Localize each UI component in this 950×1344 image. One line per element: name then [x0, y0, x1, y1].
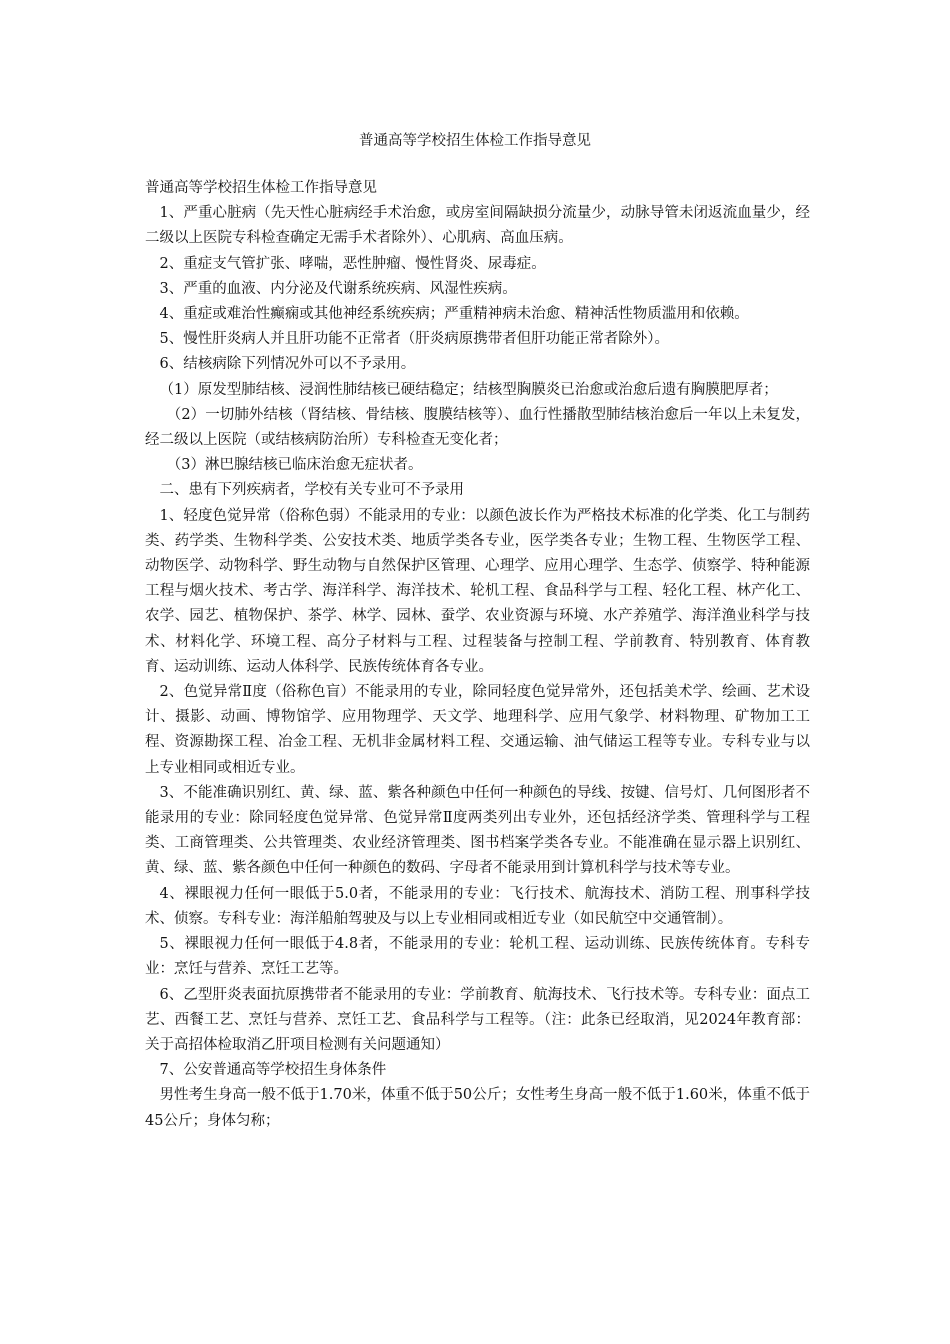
paragraph: 6、结核病除下列情况外可以不予录用。 [159, 356, 416, 373]
paragraph: （3）淋巴腺结核已临床治愈无症状者。 [166, 457, 423, 474]
paragraph: 6、乙型肝炎表面抗原携带者不能录用的专业：学前教育、航海技术、飞行技术等。专科专业：面点工艺、西餐工艺、烹饪与营养、烹饪工艺、食品科学与工程等。（注：此条已经取消，见2024年教育部：关于高招体检取消乙肝项目检测有关问题通知） [145, 986, 810, 1053]
paragraph: （2）一切肺外结核（肾结核、骨结核、腹膜结核等）、血行性播散型肺结核治愈后一年以上未复发，经二级以上医院（或结核病防治所）专科检查无变化者； [145, 406, 810, 449]
paragraph: 1、轻度色觉异常（俗称色弱）不能录用的专业：以颜色波长作为严格技术标准的化学类、化工与制药类、药学类、生物科学类、公安技术类、地质学类各专业，医学类各专业；生物工程、生物医学工程、动物医学、动物科学、野生动物与自然保护区管理、心理学、应用心理学、生态学、侦察学、特种能源工程与烟火技术、考古学、海洋科学、海洋技术、轮机工程、食品科学与工程、轻化工程、林产化工、农学、园艺、植物保护、茶学、林学、园林、蚕学、农业资源与环境、水产养殖学、海洋渔业科学与技术、材料化学、环境工程、高分子材料与工程、过程装备与控制工程、学前教育、特别教育、体育教育、运动训练、运动人体科学、民族传统体育各专业。 [145, 507, 810, 675]
paragraph: 2、色觉异常Ⅱ度（俗称色盲）不能录用的专业，除同轻度色觉异常外，还包括美术学、绘画、艺术设计、摄影、动画、博物馆学、应用物理学、天文学、地理科学、应用气象学、材料物理、矿物加工工程、资源勘探工程、冶金工程、无机非金属材料工程、交通运输、油气储运工程等专业。专科专业与以上专业相同或相近专业。 [145, 684, 810, 776]
paragraph: 4、裸眼视力任何一眼低于5.0者，不能录用的专业：飞行技术、航海技术、消防工程、刑事科学技术、侦察。专科专业：海洋船舶驾驶及与以上专业相同或相近专业（如民航空中交通管制）。 [145, 885, 810, 927]
paragraph: 2、重症支气管扩张、哮喘，恶性肿瘤、慢性肾炎、尿毒症。 [159, 255, 546, 272]
paragraph: 5、裸眼视力任何一眼低于4.8者，不能录用的专业：轮机工程、运动训练、民族传统体育。专科专业：烹饪与营养、烹饪工艺等。 [145, 936, 810, 978]
paragraph: （1）原发型肺结核、浸润性肺结核已硬结稳定；结核型胸膜炎已治愈或治愈后遗有胸膜肥厚者； [159, 381, 778, 398]
section-heading: 二、患有下列疾病者，学校有关专业可不予录用 [159, 482, 464, 499]
paragraph: 7、公安普通高等学校招生身体条件 [159, 1062, 387, 1079]
paragraph: 3、严重的血液、内分泌及代谢系统疾病、风湿性疾病。 [159, 280, 517, 297]
body-heading: 普通高等学校招生体检工作指导意见 [145, 180, 377, 196]
document-body [145, 176, 810, 1134]
paragraph: 3、不能准确识别红、黄、绿、蓝、紫各种颜色中任何一种颜色的导线、按键、信号灯、几何图形者不能录用的专业：除同轻度色觉异常、色觉异常Ⅱ度两类列出专业外，还包括经济学类、管理科学与工程类、工商管理类、公共管理类、农业经济管理类、图书档案学类各专业。不能准确在显示器上识别红、黄、绿、蓝、紫各颜色中任何一种颜色的数码、字母者不能录用到计算机科学与技术等专业。 [145, 784, 810, 877]
paragraph: 男性考生身高一般不低于1.70米，体重不低于50公斤；女性考生身高一般不低于1.60米，体重不低于45公斤；身体匀称； [145, 1087, 810, 1129]
page-title: 普通高等学校招生体检工作指导意见 [359, 133, 591, 149]
paragraph: 4、重症或难治性癫痫或其他神经系统疾病；严重精神病未治愈、精神活性物质滥用和依赖。 [159, 306, 749, 323]
paragraph: 1、严重心脏病（先天性心脏病经手术治愈，或房室间隔缺损分流量少，动脉导管未闭返流血量少，经二级以上医院专科检查确定无需手术者除外）、心肌病、高血压病。 [145, 205, 810, 247]
paragraph: 5、慢性肝炎病人并且肝功能不正常者（肝炎病原携带者但肝功能正常者除外）。 [159, 331, 669, 348]
